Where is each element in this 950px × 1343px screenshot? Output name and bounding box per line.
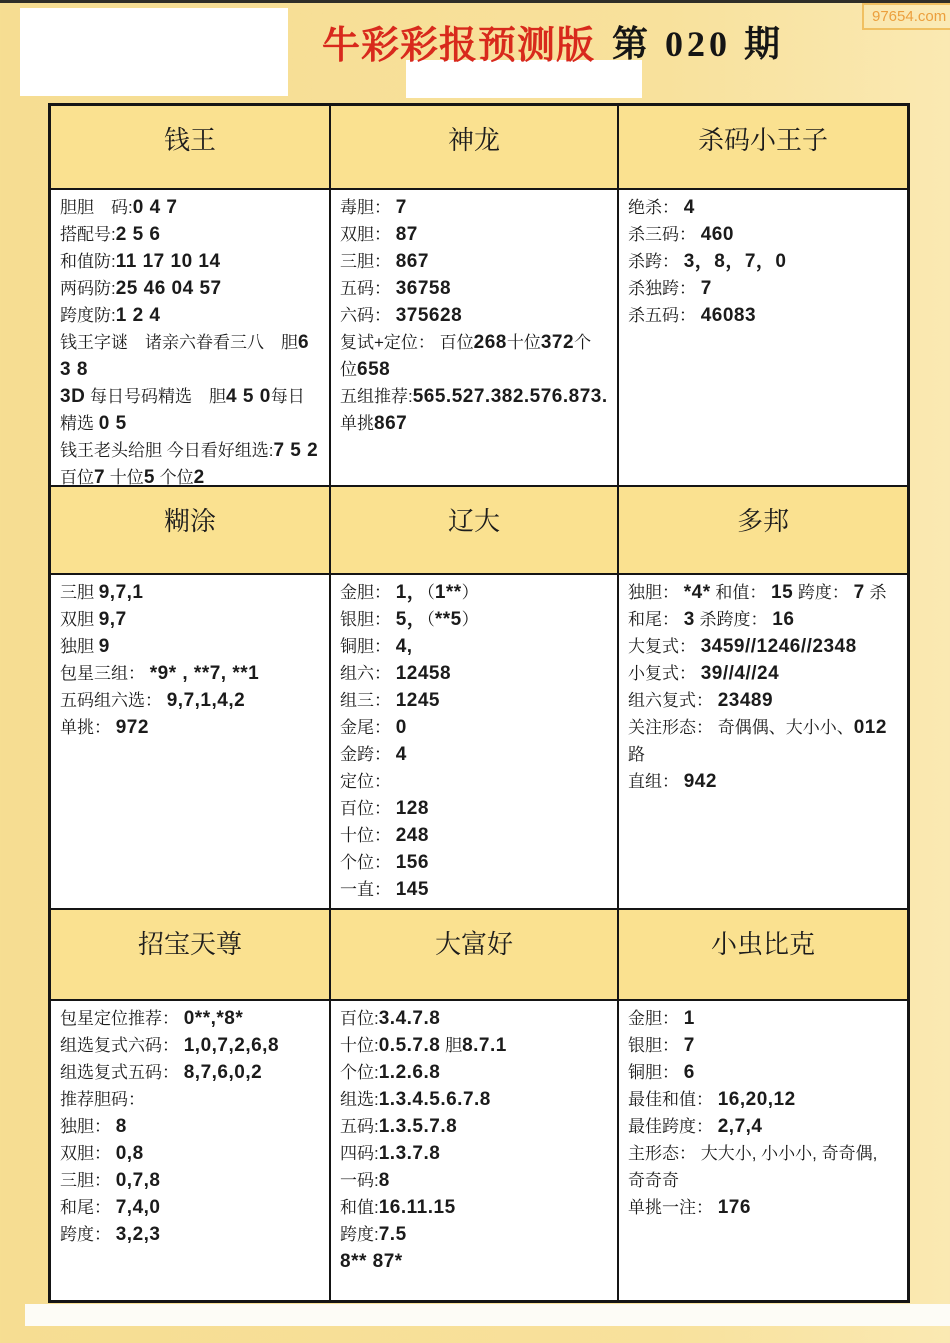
prediction-line	[628, 1113, 898, 1140]
prediction-line	[628, 275, 898, 302]
prediction-value: 268	[473, 332, 507, 353]
prediction-label: 个位：	[340, 853, 396, 872]
prediction-value: 87	[395, 224, 418, 245]
prediction-line	[60, 302, 320, 329]
prediction-value: 2,7,4	[717, 1116, 763, 1137]
panel-liaoda	[331, 487, 619, 910]
prediction-value: 16.11.15	[378, 1197, 456, 1218]
prediction-line	[340, 714, 608, 741]
prediction-label: 直组：	[628, 772, 684, 791]
prediction-value: 972	[115, 717, 149, 738]
prediction-label: 十位：	[340, 826, 396, 845]
prediction-label: 和尾：	[60, 1198, 116, 1217]
prediction-value: 16	[772, 609, 795, 630]
panel-content	[51, 1001, 329, 1248]
prediction-line	[340, 1059, 608, 1086]
prediction-value: 4	[395, 744, 407, 765]
prediction-value: 1.2.6.8	[378, 1062, 441, 1083]
prediction-value: 4	[683, 197, 695, 218]
prediction-value: 1	[683, 1008, 695, 1029]
prediction-line	[60, 383, 320, 437]
prediction-value: **5	[434, 609, 462, 630]
prediction-label: 百位	[60, 468, 94, 487]
prediction-value: 3，8，7，0	[683, 251, 787, 272]
prediction-line	[628, 660, 898, 687]
prediction-line	[628, 194, 898, 221]
prediction-line	[340, 1167, 608, 1194]
prediction-label: 杀三码：	[628, 225, 701, 244]
prediction-label: 独胆	[60, 637, 99, 656]
prediction-table	[48, 103, 910, 1303]
prediction-label: 铜胆：	[628, 1063, 684, 1082]
prediction-line	[60, 275, 320, 302]
prediction-label: ）	[461, 583, 479, 602]
panel-content	[619, 575, 907, 795]
prediction-label: 和值防:	[60, 252, 116, 271]
prediction-value: 15	[771, 582, 794, 603]
prediction-line	[60, 329, 320, 383]
prediction-label: 十位	[506, 333, 541, 352]
prediction-value: 12458	[395, 663, 452, 684]
prediction-value: 867	[374, 413, 408, 434]
prediction-label: 百位:	[340, 1009, 379, 1028]
prediction-label: 杀跨度：	[694, 610, 773, 629]
prediction-value: 1245	[395, 690, 441, 711]
prediction-line	[628, 1059, 898, 1086]
prediction-label: 银胆：	[628, 1036, 684, 1055]
panel-title: 多邦	[619, 487, 907, 575]
panel-title: 大富好	[331, 910, 617, 1001]
prediction-label: 跨度:	[340, 1225, 379, 1244]
prediction-value: 8.7.1	[462, 1035, 507, 1056]
prediction-value: 1.3.7.8	[378, 1143, 441, 1164]
prediction-value: *9* , **7, **1	[149, 663, 260, 684]
prediction-label: 铜胆：	[340, 637, 396, 656]
prediction-line	[340, 410, 608, 437]
prediction-value: 0.5.7.8	[378, 1035, 441, 1056]
prediction-label: 跨度：	[793, 583, 854, 602]
prediction-label: 胆胆 码:	[60, 198, 133, 217]
prediction-value: 1.3.4.5.6.7.8	[378, 1089, 491, 1110]
prediction-line	[60, 606, 320, 633]
panel-xiaochongbike	[619, 910, 907, 1300]
prediction-label: 十位	[105, 468, 144, 487]
prediction-line	[628, 714, 898, 768]
prediction-label: 一码:	[340, 1171, 379, 1190]
prediction-label: 金尾：	[340, 718, 396, 737]
panel-content	[51, 190, 329, 487]
prediction-value: 7	[395, 197, 407, 218]
bottom-margin-band	[25, 1304, 950, 1326]
prediction-line	[60, 1059, 320, 1086]
prediction-label: 组六复式：	[628, 691, 718, 710]
prediction-value: 2 5 6	[115, 224, 161, 245]
prediction-value: 46083	[700, 305, 757, 326]
prediction-value: 867	[395, 251, 429, 272]
prediction-value: 5，	[395, 609, 427, 630]
panel-content	[619, 1001, 907, 1221]
prediction-value: 8	[115, 1116, 127, 1137]
prediction-label: 个位	[340, 333, 592, 379]
prediction-value: 565.527.382.576.873.	[412, 386, 608, 407]
prediction-line	[340, 660, 608, 687]
prediction-label: 金跨：	[340, 745, 396, 764]
prediction-line	[340, 1005, 608, 1032]
prediction-label: 三胆：	[60, 1171, 116, 1190]
prediction-label: 五码：	[340, 279, 396, 298]
prediction-line	[60, 248, 320, 275]
panel-title: 招宝天尊	[51, 910, 329, 1001]
prediction-value: 1，	[395, 582, 427, 603]
prediction-label: 胆	[440, 1036, 463, 1055]
panel-shamaxiaowangzi	[619, 106, 907, 487]
panel-title: 小虫比克	[619, 910, 907, 1001]
prediction-line	[340, 579, 608, 606]
panel-content	[331, 575, 617, 903]
prediction-line	[60, 660, 320, 687]
prediction-line	[340, 849, 608, 876]
prediction-value: 4,	[395, 636, 413, 657]
prediction-value: 7	[94, 467, 106, 487]
prediction-label: （	[426, 610, 435, 629]
prediction-label: 单挑	[340, 414, 374, 433]
prediction-value: *4*	[683, 582, 711, 603]
prediction-value: 7.5	[378, 1224, 407, 1245]
prediction-line	[340, 1194, 608, 1221]
panel-content	[619, 190, 907, 329]
prediction-label: 杀五码：	[628, 306, 701, 325]
prediction-value: 3D	[60, 386, 86, 407]
prediction-value: 1,0,7,2,6,8	[183, 1035, 280, 1056]
prediction-label: 三胆	[60, 583, 99, 602]
prediction-value: 6 3 8	[60, 332, 310, 380]
prediction-value: 7	[853, 582, 865, 603]
prediction-line	[628, 1194, 898, 1221]
prediction-line	[60, 1167, 320, 1194]
panel-qianwang	[51, 106, 331, 487]
prediction-line	[60, 1194, 320, 1221]
prediction-line	[628, 302, 898, 329]
blank-patch-top-left	[20, 8, 288, 96]
prediction-value: 7,4,0	[115, 1197, 161, 1218]
prediction-line	[340, 1140, 608, 1167]
prediction-value: 7	[683, 1035, 695, 1056]
issue-number: 第 020 期	[612, 24, 785, 64]
prediction-label: 四码:	[340, 1144, 379, 1163]
panel-content	[331, 190, 617, 437]
prediction-label: 组三：	[340, 691, 396, 710]
prediction-line	[628, 221, 898, 248]
prediction-line	[340, 876, 608, 903]
prediction-label: 绝杀：	[628, 198, 684, 217]
prediction-line	[60, 1113, 320, 1140]
prediction-label: 和值:	[340, 1198, 379, 1217]
prediction-value: 0**,*8*	[183, 1008, 244, 1029]
prediction-value: 1 2 4	[115, 305, 161, 326]
prediction-value: 942	[683, 771, 717, 792]
prediction-line	[628, 248, 898, 275]
prediction-value: 0,7,8	[115, 1170, 161, 1191]
prediction-value: 9,7,1,4,2	[166, 690, 246, 711]
prediction-label: 双胆	[60, 610, 99, 629]
prediction-line	[628, 633, 898, 660]
prediction-value: 0 4 7	[132, 197, 178, 218]
prediction-line	[60, 1140, 320, 1167]
prediction-label: 组选复式五码：	[60, 1063, 184, 1082]
prediction-line	[340, 302, 608, 329]
prediction-label: 包星定位推荐：	[60, 1009, 184, 1028]
prediction-label: 跨度：	[60, 1225, 116, 1244]
prediction-value: 0,8	[115, 1143, 144, 1164]
prediction-label: 和值：	[710, 583, 772, 602]
prediction-label: 推荐胆码：	[60, 1090, 145, 1109]
prediction-line	[340, 194, 608, 221]
prediction-line	[340, 741, 608, 768]
prediction-label: 钱王字谜 诸亲六眷看三八 胆	[60, 333, 298, 352]
prediction-label: 定位：	[340, 772, 391, 791]
prediction-label: 独胆：	[60, 1117, 116, 1136]
prediction-label: 独胆：	[628, 583, 684, 602]
prediction-label: 一直：	[340, 880, 396, 899]
prediction-line	[60, 194, 320, 221]
prediction-label: 每日号码精选 胆	[85, 387, 227, 406]
prediction-value: 128	[395, 798, 429, 819]
prediction-value: 9,7,1	[98, 582, 144, 603]
prediction-value: 7	[700, 278, 712, 299]
prediction-value: 16,20,12	[717, 1089, 796, 1110]
prediction-line	[340, 768, 608, 795]
prediction-label: 包星三组：	[60, 664, 150, 683]
prediction-label: 三胆：	[340, 252, 396, 271]
prediction-line	[60, 437, 320, 464]
prediction-label: 百位：	[340, 799, 396, 818]
prediction-value: 176	[717, 1197, 751, 1218]
prediction-value: 8	[378, 1170, 390, 1191]
prediction-label: 个位:	[340, 1063, 379, 1082]
prediction-value: 4 5 0	[226, 386, 271, 407]
panel-hutu	[51, 487, 331, 910]
prediction-value: 372	[540, 332, 575, 353]
prediction-value: 460	[700, 224, 734, 245]
prediction-label: 搭配号:	[60, 225, 116, 244]
prediction-value: 0 5	[98, 413, 127, 434]
prediction-value: 9	[98, 636, 110, 657]
prediction-label: 最佳和值：	[628, 1090, 718, 1109]
prediction-label: 十位:	[340, 1036, 379, 1055]
prediction-value: 3,2,3	[115, 1224, 161, 1245]
prediction-value: 5	[143, 467, 155, 487]
prediction-line	[340, 1221, 608, 1248]
prediction-line	[60, 714, 320, 741]
prediction-value: 1**	[434, 582, 462, 603]
panel-title: 杀码小王子	[619, 106, 907, 190]
prediction-label: 毒胆：	[340, 198, 396, 217]
prediction-label: 大复式：	[628, 637, 701, 656]
prediction-line	[628, 579, 898, 633]
panel-duobang	[619, 487, 907, 910]
prediction-label: 最佳跨度：	[628, 1117, 718, 1136]
panel-dafuhao	[331, 910, 619, 1300]
prediction-line	[340, 606, 608, 633]
prediction-line	[340, 1113, 608, 1140]
prediction-value: 8** 87*	[340, 1251, 403, 1272]
prediction-line	[340, 1086, 608, 1113]
prediction-line	[340, 822, 608, 849]
prediction-line	[340, 329, 608, 383]
panel-title: 糊涂	[51, 487, 329, 575]
prediction-line	[340, 795, 608, 822]
panel-shenlong	[331, 106, 619, 487]
prediction-label: 组六：	[340, 664, 396, 683]
prediction-label: 六码：	[340, 306, 396, 325]
prediction-line	[60, 221, 320, 248]
prediction-value: 9,7	[98, 609, 127, 630]
prediction-label: 复试+定位： 百位	[340, 333, 474, 352]
prediction-label: 两码防:	[60, 279, 116, 298]
prediction-line	[60, 1221, 320, 1248]
prediction-value: 8,7,6,0,2	[183, 1062, 263, 1083]
prediction-line	[60, 1032, 320, 1059]
panel-content	[51, 575, 329, 741]
prediction-line	[628, 1140, 898, 1194]
prediction-label: 五码组六选：	[60, 691, 167, 710]
prediction-value: 0	[395, 717, 407, 738]
prediction-label: 银胆：	[340, 610, 396, 629]
prediction-value: 7 5 2	[273, 440, 319, 461]
prediction-value: 23489	[717, 690, 774, 711]
prediction-label: 双胆：	[340, 225, 396, 244]
prediction-line	[60, 579, 320, 606]
prediction-value: 156	[395, 852, 429, 873]
prediction-line	[60, 687, 320, 714]
panel-title: 神龙	[331, 106, 617, 190]
prediction-label: 跨度防:	[60, 306, 116, 325]
prediction-label: 单挑一注：	[628, 1198, 718, 1217]
prediction-value: 248	[395, 825, 429, 846]
prediction-label: ）	[461, 610, 479, 629]
prediction-value: 145	[395, 879, 429, 900]
panel-title: 辽大	[331, 487, 617, 575]
prediction-value: 1.3.5.7.8	[378, 1116, 458, 1137]
prediction-line	[340, 633, 608, 660]
prediction-label: 单挑：	[60, 718, 116, 737]
prediction-label: 五组推荐:	[340, 387, 413, 406]
prediction-label: 五码:	[340, 1117, 379, 1136]
prediction-line	[628, 1005, 898, 1032]
prediction-label: 关注形态： 奇偶偶、大小小、	[628, 718, 854, 737]
prediction-value: 2	[193, 467, 205, 487]
prediction-label: 组选:	[340, 1090, 379, 1109]
prediction-label: 双胆：	[60, 1144, 116, 1163]
prediction-line	[340, 248, 608, 275]
prediction-value: 012	[853, 717, 887, 738]
prediction-label: 主形态： 大大小, 小小小, 奇奇偶, 奇奇奇	[628, 1144, 878, 1190]
prediction-label: 金胆：	[628, 1009, 684, 1028]
prediction-line	[340, 687, 608, 714]
prediction-label: （	[426, 583, 435, 602]
page-title: 牛彩彩报预测版	[322, 25, 596, 67]
prediction-label: 小复式：	[628, 664, 701, 683]
prediction-value: 11 17 10 14	[115, 251, 221, 272]
prediction-line	[628, 1086, 898, 1113]
prediction-line	[340, 1032, 608, 1059]
prediction-line	[628, 1032, 898, 1059]
prediction-line	[60, 1086, 320, 1113]
prediction-value: 3.4.7.8	[378, 1008, 441, 1029]
prediction-value: 3	[683, 609, 695, 630]
prediction-line	[340, 221, 608, 248]
prediction-value: 39//4//24	[700, 663, 780, 684]
prediction-label: 组选复式六码：	[60, 1036, 184, 1055]
panel-zhaobaotianzun	[51, 910, 331, 1300]
prediction-label: 钱王老头给胆 今日看好组选:	[60, 441, 274, 460]
prediction-line	[340, 383, 608, 410]
prediction-value: 6	[683, 1062, 695, 1083]
prediction-line	[340, 1248, 608, 1275]
prediction-line	[628, 687, 898, 714]
top-border-line	[0, 0, 950, 3]
prediction-label: 路	[628, 745, 645, 764]
prediction-line	[60, 464, 320, 487]
prediction-value: 375628	[395, 305, 463, 326]
prediction-label: 杀和尾：	[628, 583, 887, 629]
prediction-label: 个位	[154, 468, 194, 487]
prediction-line	[340, 275, 608, 302]
panel-content	[331, 1001, 617, 1275]
watermark-site: 97654.com	[862, 3, 950, 30]
prediction-value: 36758	[395, 278, 452, 299]
prediction-value: 3459//1246//2348	[700, 636, 857, 657]
panel-title: 钱王	[51, 106, 329, 190]
prediction-label: 金胆：	[340, 583, 396, 602]
prediction-label: 杀独跨：	[628, 279, 701, 298]
prediction-line	[60, 633, 320, 660]
prediction-value: 658	[357, 359, 391, 380]
prediction-label: 杀跨：	[628, 252, 684, 271]
prediction-line	[628, 768, 898, 795]
prediction-label: 每日精选	[60, 387, 305, 433]
prediction-value: 25 46 04 57	[115, 278, 222, 299]
prediction-line	[60, 1005, 320, 1032]
